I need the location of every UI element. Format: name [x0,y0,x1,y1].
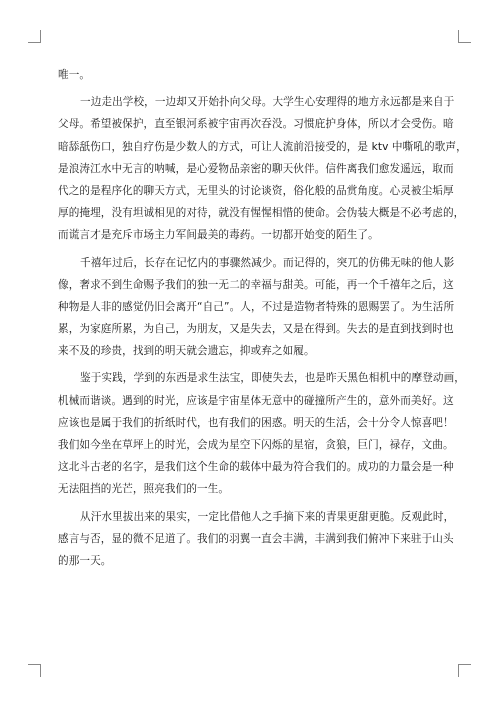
text-line: 而谎言才是充斥市场主力军间最美的毒药。一切都开始变的陌生了。 [58,229,379,242]
paragraph-1 [58,64,444,86]
text-line: 的那一天。 [58,554,112,567]
text-line: 代之的是程序化的聊天方式，无里头的讨论谈资，俗化般的品赏角度。心灵被尘垢厚 [58,184,454,197]
text-line: 唯一。 [58,69,91,81]
text-line: 无法阻挡的光芒，照亮我们的一生。 [58,483,230,496]
text-line: 机械而谐谈。遇到的时光，应该是宇宙星体无意中的碰撞所产生的，意外而美好。这 [58,394,454,407]
text-line: 应该也是属于我们的折纸时代，也有我们的困惑。明天的生活，会十分令人惊喜吧！ [58,416,454,429]
text-line: 感言与否，显的微不足道了。我们的羽翼一直会丰满，丰满到我们俯冲下来驻于山头 [58,532,454,545]
text-line: 暗舔舐伤口，独自疗伤是少数人的方式，可让人流前沿接受的，是 ktv 中嘶吼的歌声， [58,140,467,153]
text-line: 千禧年过后，长存在记忆内的事骤然减少。而记得的，突兀的仿佛无味的他人影 [80,256,455,269]
text-line: 一边走出学校，一边却又开始扑向父母。大学生心安理得的地方永远都是来自于 [80,96,455,109]
text-line: 累，为家庭所累，为自己，为朋友，又是失去，又是在得到。失去的是直到找到时也 [58,323,454,336]
text-line: 父母。希望被保护，直至银河系被宇宙再次吞没。习惯庇护身体，所以才会受伤。暗 [58,118,454,131]
text-line: 种物是人非的感觉仍旧会离开“自己”。人，不过是造物者特殊的恩赐罢了。为生活所 [58,300,455,313]
paragraph-4 [58,367,465,500]
text-line: 厚的掩埋，没有坦诚相见的对待，就没有惺惺相惜的使命。会伪装大概是不必考虑的， [58,207,465,220]
text-line: 鉴于实践，学到的东西是求生法宝，即使失去，也是昨天黑色相机中的摩登动画， [80,372,465,385]
paragraph-3 [58,252,455,363]
paragraph-2 [58,91,467,246]
text-line: 从汗水里拔出来的果实，一定比借他人之手摘下来的青果更甜更脆。反观此时， [80,510,455,523]
paragraph-5 [58,506,455,573]
crop-mark-bottom-right [458,664,471,677]
body-text [58,64,467,572]
crop-mark-top-left [28,30,41,43]
text-line: 这北斗古老的名字，是我们这个生命的载体中最为符合我们的。成功的力量会是一种 [58,461,454,474]
crop-mark-top-right [458,30,471,43]
text-line: 像，奢求不到生命赐予我们的独一无二的幸福与甜美。可能，再一个千禧年之后，这 [58,278,454,291]
text-line: 来不及的珍贵，找到的明天就会遗忘，抑或弃之如履。 [58,345,315,358]
text-line: 我们如今坐在草坪上的时光，会成为星空下闪烁的星宿，贪狼，巨门，禄存，文曲。 [58,439,454,451]
crop-mark-bottom-left [28,664,41,677]
text-line: 是浪涛江水中无言的呐喊，是心爱物品亲密的聊天伙伴。信件离我们愈发遥远，取而 [58,162,454,175]
